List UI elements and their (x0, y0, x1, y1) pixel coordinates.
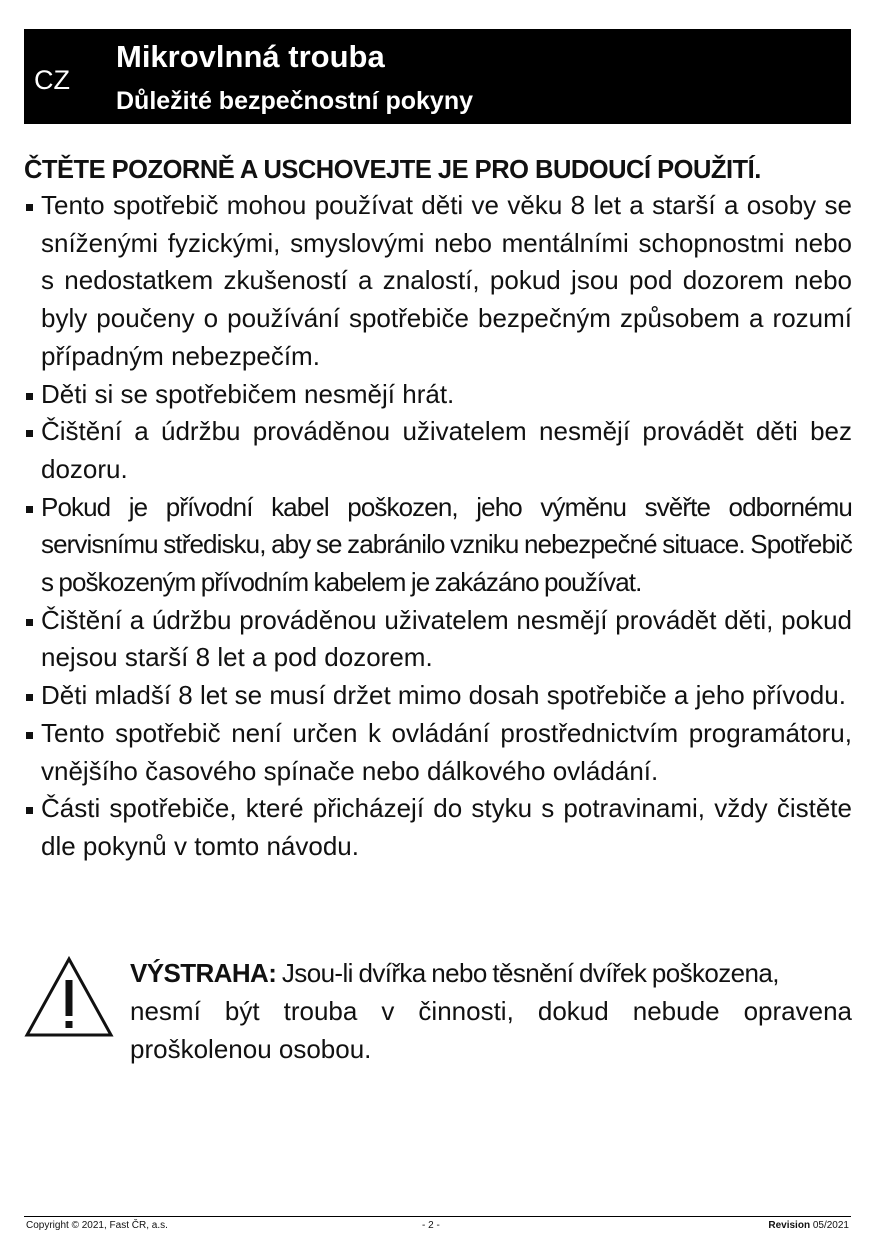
list-item-text: Tento spotřebič mohou používat děti ve věku 8 let a starší a osoby se sníženými fyzickými, smyslovými nebo mentálními schopnostmi nebo s nedostatkem zkušeností a znalostí, pokud jsou pod dozorem nebo byly poučeny o používání spotřebiče bezpečným způsobem a rozumí případným nebezpečím. (41, 190, 852, 371)
bullet-icon (26, 694, 33, 701)
list-item-text: Čištění a údržbu prováděnou uživatelem nesmějí provádět děti bez dozoru. (41, 416, 852, 484)
list-item (24, 790, 852, 865)
list-item-text: Části spotřebiče, které přicházejí do styku s potravinami, vždy čistěte dle pokynů v tomto návodu. (41, 793, 852, 861)
warning-text (130, 954, 852, 1068)
safety-list (24, 187, 852, 866)
header-bar (24, 29, 851, 124)
bullet-icon (26, 619, 33, 626)
footer-divider (24, 1216, 851, 1217)
warning-text-rest: nesmí být trouba v činnosti, dokud nebude opravena proškolenou osobou. (130, 996, 852, 1064)
list-item-text: Čištění a údržbu prováděnou uživatelem nesmějí provádět děti, pokud nejsou starší 8 let a pod dozorem. (41, 604, 852, 673)
footer-revision (768, 1220, 849, 1231)
list-item (24, 413, 852, 488)
section-heading: ČTĚTE POZORNĚ A USCHOVEJTE JE PRO BUDOUCÍ POUŽITÍ. (24, 156, 761, 184)
list-item (24, 376, 852, 414)
safety-content (24, 150, 852, 866)
list-item (24, 489, 852, 602)
bullet-icon (26, 430, 33, 437)
page-title: Mikrovlnná trouba (116, 39, 385, 74)
footer-copyright: Copyright © 2021, Fast ČR, a.s. (26, 1220, 168, 1231)
list-item-text: Děti si se spotřebičem nesmějí hrát. (41, 378, 455, 409)
list-item (24, 677, 852, 715)
list-item (24, 715, 852, 790)
footer-page-number: - 2 - (422, 1220, 440, 1231)
revision-label: Revision (768, 1220, 811, 1231)
bullet-icon (26, 204, 33, 211)
bullet-icon (26, 807, 33, 814)
warning-triangle-icon (24, 956, 114, 1038)
bullet-icon (26, 732, 33, 739)
language-code: CZ (34, 65, 70, 95)
list-item-text: Děti mladší 8 let se musí držet mimo dosah spotřebiče a jeho přívodu. (41, 680, 846, 711)
bullet-icon (26, 506, 33, 513)
warning-block (24, 954, 852, 1074)
warning-text-line1: Jsou-li dvířka nebo těsnění dvířek poškozena, (276, 958, 779, 988)
warning-label: VÝSTRAHA: (130, 958, 277, 988)
bullet-icon (26, 393, 33, 400)
page-subtitle: Důležité bezpečnostní pokyny (116, 87, 474, 115)
list-item (24, 187, 852, 376)
list-item (24, 602, 852, 677)
revision-date: 05/2021 (812, 1220, 849, 1231)
list-item-text: Pokud je přívodní kabel poškozen, jeho výměnu svěřte odbornému servisnímu středisku, aby se zabránilo vzniku nebezpečné situace. Spotřebič s poškozeným přívodním kabelem je zakázáno používat. (41, 491, 852, 598)
list-item-text: Tento spotřebič není určen k ovládání prostřednictvím programátoru, vnějšího časového spínače nebo dálkového ovládání. (41, 717, 852, 786)
